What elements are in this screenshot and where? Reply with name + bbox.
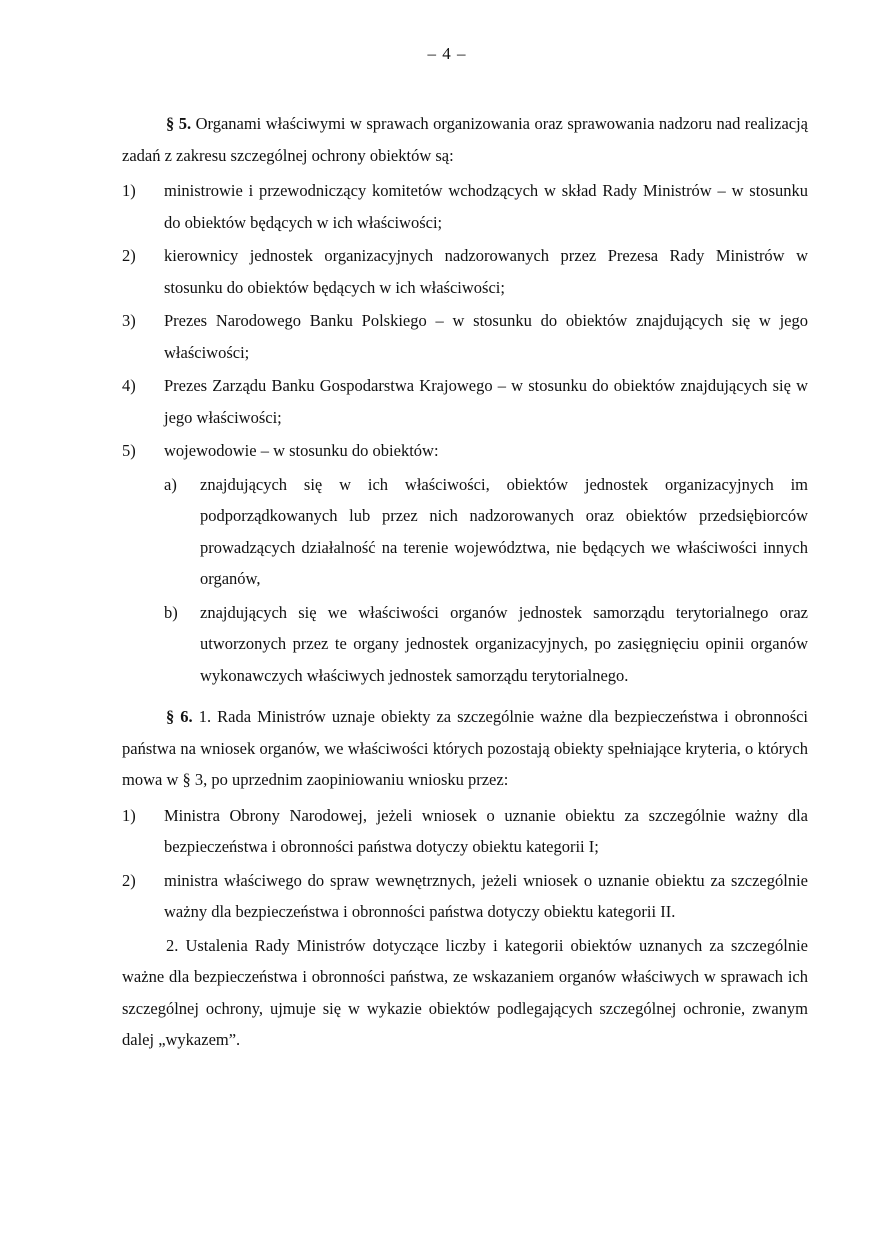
section-6-paragraph-1: [122, 701, 808, 796]
section-5-intro-text: Organami właściwymi w sprawach organizowania oraz sprawowania nadzoru nad realizacją zadań z zakresu szczególnej ochrony obiektów są:: [122, 114, 808, 165]
list-item-number: 4): [122, 376, 136, 395]
list-item-text: Ministra Obrony Narodowej, jeżeli wniosek o uznanie obiektu za szczególnie ważny dla bezpieczeństwa i obronności państwa dotyczy obiektu kategorii I;: [164, 805, 808, 856]
sub-list-item: [164, 469, 808, 595]
page-number: – 4 –: [427, 44, 467, 63]
list-item-number: 2): [122, 246, 136, 265]
list-item-text: ministrowie i przewodniczący komitetów wchodzących w skład Rady Ministrów – w stosunku do obiektów będących w ich właściwości;: [164, 181, 808, 232]
section-5-intro: [122, 108, 808, 171]
list-item-text: wojewodowie – w stosunku do obiektów:: [164, 441, 439, 460]
list-item: [122, 800, 808, 863]
list-item: [122, 175, 808, 238]
list-item-number: 5): [122, 441, 136, 460]
section-gap: [122, 693, 808, 701]
list-item: [122, 240, 808, 303]
sub-list-item-letter: a): [164, 474, 177, 494]
section-6-paragraph-2: 2. Ustalenia Rady Ministrów dotyczące liczby i kategorii obiektów uznanych za szczególnie ważne dla bezpieczeństwa i obronności państwa, ze wskazaniem organów właściwych w sprawach ich szczególnej ochrony, ujmuje się w wykazie obiektów podlegających szczególnej ochronie, zwanym dalej „wykazem”.: [122, 935, 808, 1049]
sub-list-item: [164, 597, 808, 692]
document-body: [122, 108, 808, 1060]
list-item-number: 3): [122, 311, 136, 330]
sub-list-item-text: znajdujących się w ich właściwości, obiektów jednostek organizacyjnych im podporządkowanych lub przez nich nadzorowanych oraz obiektów przedsiębiorców prowadzących działalność na terenie województwa, nie będących we właściwości innych organów,: [200, 474, 808, 588]
list-item-text: kierownicy jednostek organizacyjnych nadzorowanych przez Prezesa Rady Ministrów w stosunku do obiektów będących w ich właściwości;: [164, 246, 808, 297]
list-item-text: ministra właściwego do spraw wewnętrznych, jeżeli wniosek o uznanie obiektu za szczególnie ważny dla bezpieczeństwa i obronności państwa dotyczy obiektu kategorii II.: [164, 870, 808, 921]
list-item: [122, 435, 808, 467]
list-item-number: 2): [122, 870, 136, 890]
sub-list-item-letter: b): [164, 602, 178, 622]
section-5-heading: § 5.: [166, 114, 192, 133]
list-item: [122, 865, 808, 928]
list-item-text: Prezes Narodowego Banku Polskiego – w stosunku do obiektów znajdujących się w jego właściwości;: [164, 311, 808, 362]
list-item: [122, 305, 808, 368]
section-6-heading: § 6.: [166, 707, 193, 726]
sub-list-item-text: znajdujących się we właściwości organów jednostek samorządu terytorialnego oraz utworzonych przez te organy jednostek organizacyjnych, po zasięgnięciu opinii organów wykonawczych właściwych jednostek samorządu terytorialnego.: [200, 602, 808, 685]
list-item-number: 1): [122, 805, 136, 825]
list-item-number: 1): [122, 181, 136, 200]
section-6-paragraph-1-text: 1. Rada Ministrów uznaje obiekty za szczególnie ważne dla bezpieczeństwa i obronności państwa na wniosek organów, we właściwości których pozostają obiekty spełniające kryteria, o których mowa w § 3, po uprzednim zaopiniowaniu wniosku przez:: [122, 707, 809, 789]
list-item: [122, 370, 808, 433]
list-item-text: Prezes Zarządu Banku Gospodarstwa Krajowego – w stosunku do obiektów znajdujących się w jego właściwości;: [164, 376, 808, 427]
